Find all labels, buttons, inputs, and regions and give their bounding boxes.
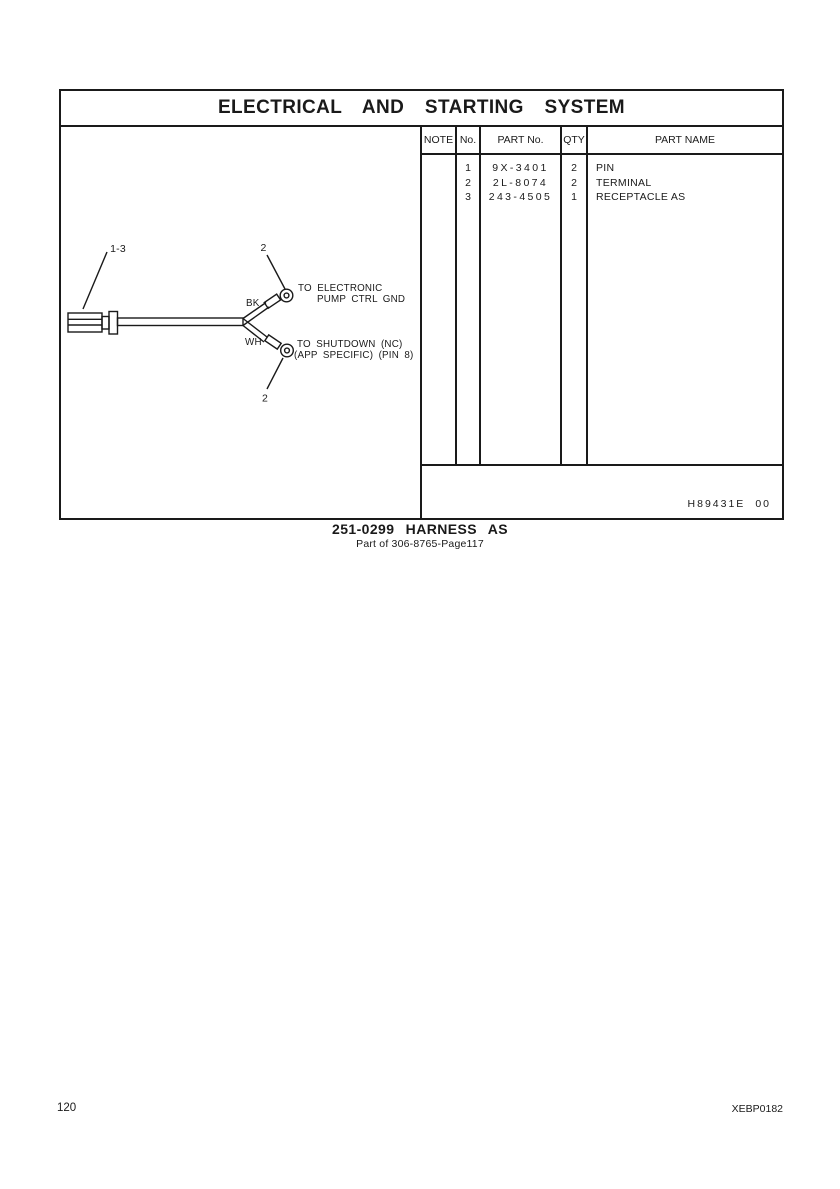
note-cell [422, 190, 455, 205]
header-no: No. [457, 127, 481, 153]
cable [118, 318, 244, 326]
part-name-cell: TERMINAL [596, 176, 652, 189]
bottom-destination-line1: TO SHUTDOWN (NC) [297, 339, 403, 350]
figure-caption [0, 521, 840, 551]
wh-ring-terminal [281, 344, 294, 357]
connector-body [68, 313, 102, 332]
harness-linework [68, 252, 293, 389]
harness-labels [110, 242, 413, 405]
header-note: NOTE [422, 127, 457, 153]
qty-cell: 1 [571, 191, 577, 203]
parts-table-body [422, 155, 782, 466]
part-name-cell: PIN [596, 162, 615, 174]
top-terminal-callout: 2 [260, 242, 267, 254]
bottom-terminal-leader-line [267, 358, 283, 389]
harness-diagram-cell [61, 127, 422, 518]
connector-lock-tab [109, 312, 118, 335]
part-no-cell: 243-4505 [488, 191, 553, 203]
note-cell [422, 176, 455, 191]
connector-callout: 1-3 [110, 243, 126, 255]
wh-ring-hole [285, 348, 290, 353]
page-number: 120 [57, 1102, 77, 1114]
bottom-wire-color-label: WH [245, 337, 262, 348]
drawing-frame [59, 89, 784, 520]
qty-cell: 2 [571, 176, 577, 189]
top-destination-line1: TO ELECTRONIC [298, 283, 383, 294]
column-no [457, 155, 481, 464]
column-part-name [588, 155, 782, 464]
no-cell: 1 [465, 162, 471, 174]
header-part-no: PART No. [481, 127, 562, 153]
bk-ring-terminal [280, 289, 293, 302]
page-title: ELECTRICAL AND STARTING SYSTEM [61, 91, 782, 127]
parts-table-header [422, 127, 782, 155]
top-terminal-leader-line [267, 255, 285, 289]
drawing-reference [688, 498, 771, 510]
top-destination-line2: PUMP CTRL GND [317, 294, 406, 305]
bottom-destination-line2: (APP SPECIFIC) (PIN 8) [294, 350, 414, 361]
no-cell: 3 [465, 191, 471, 203]
part-no-cell: 2L-8074 [492, 176, 549, 189]
column-part-no [481, 155, 562, 464]
top-wire-color-label: BK [246, 298, 260, 309]
header-qty: QTY [562, 127, 588, 153]
drawing-reference-area [422, 466, 782, 518]
figure-subtitle: Part of 306-8765-Page117 [356, 538, 484, 550]
column-note [422, 155, 457, 464]
figure-part-number-title: 251-0299 HARNESS AS [332, 521, 508, 537]
header-part-name: PART NAME [654, 134, 716, 146]
qty-cell: 2 [571, 162, 577, 174]
parts-table [422, 127, 782, 518]
part-no-cell: 9X-3401 [492, 162, 549, 174]
bk-ring-hole [284, 293, 289, 298]
drawing-revision: 00 [755, 498, 771, 510]
drawing-ref-number: H89431E [687, 498, 746, 510]
part-name-cell: RECEPTACLE AS [596, 191, 686, 203]
note-cell [422, 161, 455, 176]
connector-leader-line [83, 252, 107, 309]
frame-content [61, 127, 782, 518]
connector-collar [102, 317, 109, 330]
document-code: XEBP0182 [731, 1103, 783, 1115]
harness-diagram [61, 127, 420, 518]
no-cell: 2 [465, 176, 471, 189]
wh-crimp-barrel [265, 335, 281, 349]
bk-crimp-barrel [264, 294, 280, 308]
bottom-terminal-callout: 2 [261, 392, 269, 405]
column-qty [562, 155, 588, 464]
